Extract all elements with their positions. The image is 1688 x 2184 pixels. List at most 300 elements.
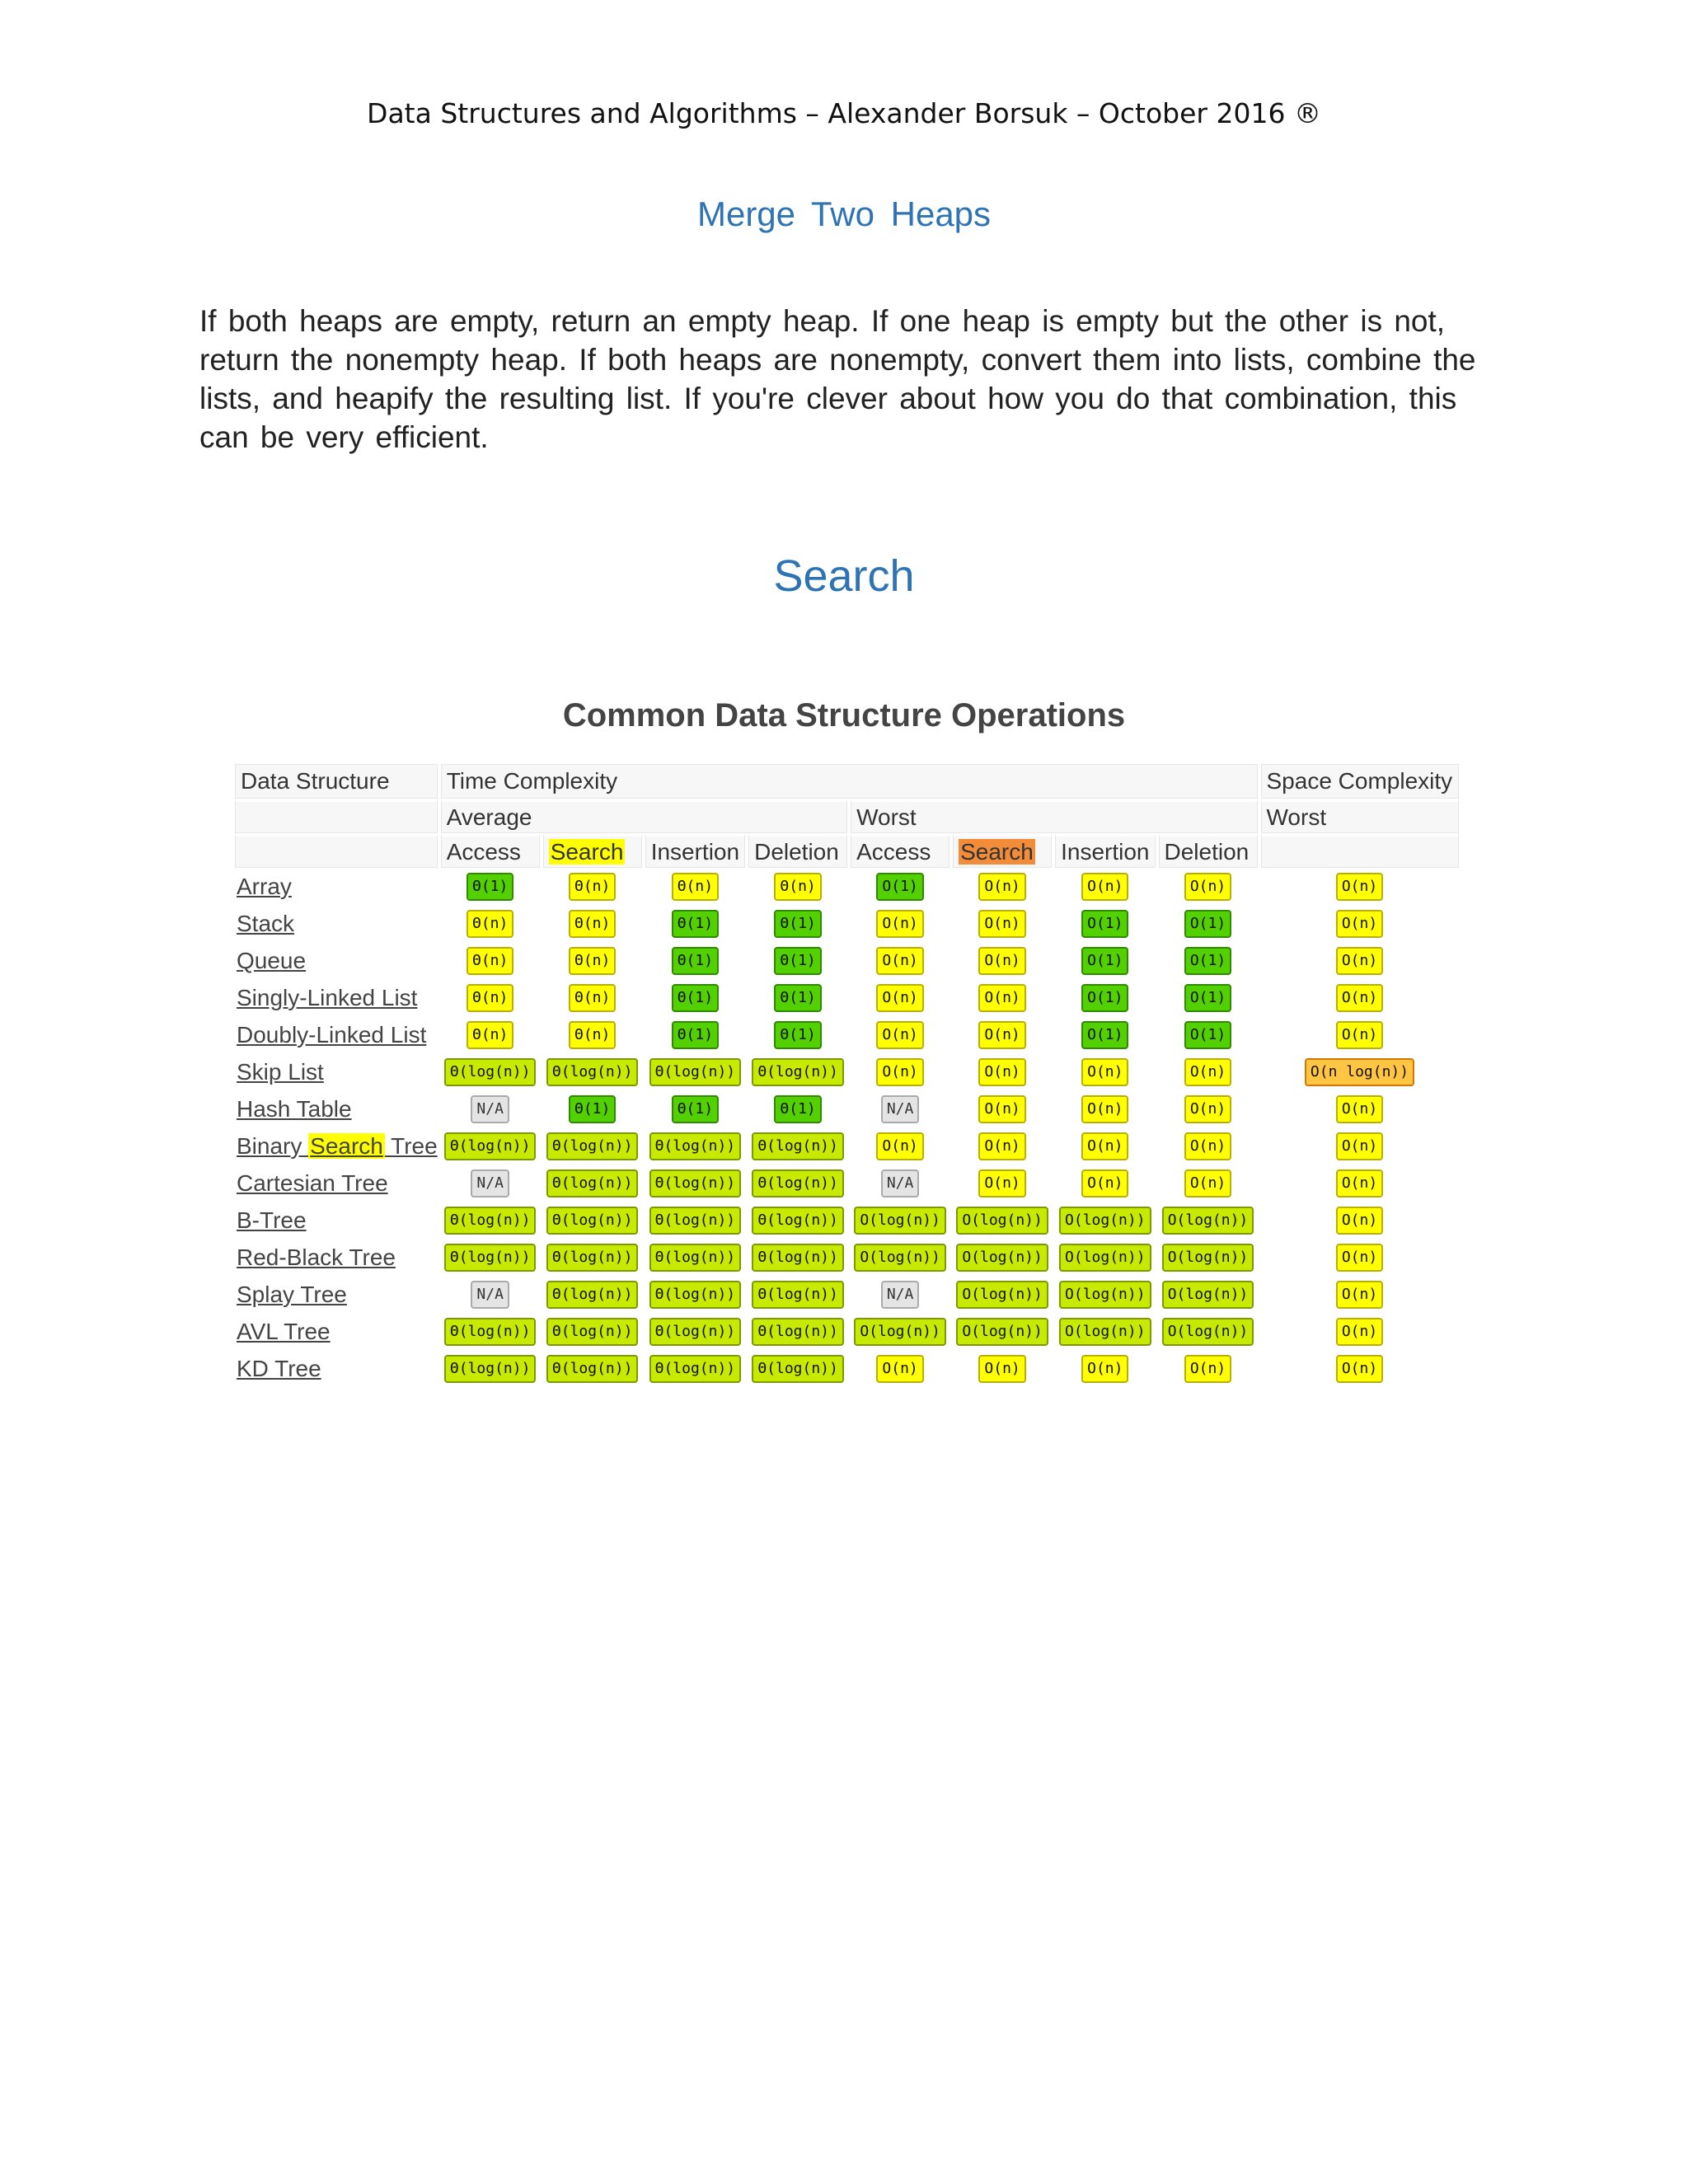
complexity-badge: Θ(log(n)) (546, 1355, 639, 1383)
complexity-badge: Θ(log(n)) (649, 1244, 742, 1272)
complexity-badge: O(n) (978, 1021, 1025, 1049)
complexity-cell (953, 942, 1052, 979)
complexity-cell (1261, 1127, 1459, 1165)
complexity-badge: Θ(log(n)) (649, 1132, 742, 1160)
complexity-badge: Θ(n) (569, 947, 616, 975)
col-time-complexity: Time Complexity (441, 764, 1258, 799)
complexity-badge: Θ(log(n)) (752, 1244, 844, 1272)
complexity-badge: Θ(log(n)) (649, 1355, 742, 1383)
complexity-cell (748, 868, 847, 905)
complexity-cell (1159, 1239, 1258, 1276)
complexity-cell (748, 1202, 847, 1239)
complexity-badge: O(n log(n)) (1305, 1058, 1414, 1086)
complexity-cell (645, 1239, 745, 1276)
complexity-badge: Θ(1) (672, 1021, 719, 1049)
complexity-cell (1159, 979, 1258, 1016)
complexity-badge: O(n) (978, 1132, 1025, 1160)
complexity-cell (851, 1276, 950, 1313)
complexity-badge: Θ(log(n)) (752, 1318, 844, 1346)
complexity-cell (543, 942, 642, 979)
op-worst-insertion: Insertion (1055, 833, 1155, 868)
complexity-badge: N/A (881, 1169, 920, 1197)
op-worst-search: Search (953, 833, 1052, 868)
table-row (235, 1276, 1459, 1313)
complexity-badge: Θ(n) (569, 984, 616, 1012)
complexity-badge: O(n) (1184, 1095, 1231, 1123)
op-avg-insertion: Insertion (645, 833, 745, 868)
complexity-cell (953, 979, 1052, 1016)
table-row (235, 1313, 1459, 1350)
search-highlight: Search (310, 1132, 383, 1159)
merge-heaps-paragraph: If both heaps are empty, return an empty heap. If one heap is empty but the other is not, return the nonempty heap. If both heaps are nonempty, convert them into lists, combine the lists, and heapify the resulting list. If you're clever about how you do that combination, this can be very efficient. (199, 304, 1476, 454)
complexity-cell (1261, 979, 1459, 1016)
complexity-cell (953, 1090, 1052, 1127)
complexity-cell (851, 1239, 950, 1276)
complexity-badge: Θ(log(n)) (752, 1355, 844, 1383)
complexity-cell (645, 1202, 745, 1239)
complexity-cell (1055, 1276, 1155, 1313)
complexity-cell (441, 1090, 540, 1127)
complexity-badge: O(n) (1336, 984, 1383, 1012)
complexity-cell (543, 1016, 642, 1053)
complexity-badge: Θ(log(n)) (649, 1281, 742, 1309)
complexity-cell (1159, 1350, 1258, 1387)
complexity-cell (441, 1350, 540, 1387)
complexity-badge: O(n) (978, 910, 1025, 938)
complexity-badge: O(n) (876, 984, 923, 1012)
complexity-cell (851, 868, 950, 905)
complexity-badge: Θ(log(n)) (546, 1318, 639, 1346)
op-worst-access: Access (851, 833, 950, 868)
complexity-badge: Θ(1) (774, 1095, 821, 1123)
complexity-cell (748, 1276, 847, 1313)
table-row (235, 1239, 1459, 1276)
complexity-cell (1159, 942, 1258, 979)
complexity-cell (953, 1016, 1052, 1053)
complexity-cell (1055, 979, 1155, 1016)
complexity-cell (1159, 1313, 1258, 1350)
complexity-cell (1159, 1016, 1258, 1053)
complexity-badge: O(n) (978, 947, 1025, 975)
complexity-badge: O(n) (1081, 1058, 1128, 1086)
complexity-cell (1261, 1090, 1459, 1127)
complexity-badge: O(n) (1184, 1169, 1231, 1197)
complexity-cell (543, 868, 642, 905)
header-row-2 (235, 799, 1459, 833)
complexity-badge: Θ(1) (774, 984, 821, 1012)
table-row (235, 979, 1459, 1016)
complexity-badge: Θ(log(n)) (546, 1281, 639, 1309)
complexity-badge: O(n) (978, 873, 1025, 901)
complexity-cell (645, 1276, 745, 1313)
table-row (235, 905, 1459, 942)
complexity-badge: Θ(n) (774, 873, 821, 901)
complexity-cell (1055, 1165, 1155, 1202)
complexity-badge: N/A (471, 1281, 509, 1309)
complexity-cell (645, 1350, 745, 1387)
complexity-badge: O(log(n)) (1162, 1281, 1254, 1309)
complexity-cell (748, 1313, 847, 1350)
complexity-badge: O(n) (876, 1021, 923, 1049)
complexity-badge: Θ(1) (774, 947, 821, 975)
complexity-cell (953, 905, 1052, 942)
complexity-cell (543, 979, 642, 1016)
complexity-badge: Θ(log(n)) (752, 1207, 844, 1235)
complexity-cell (953, 1276, 1052, 1313)
link-text: Binary (237, 1132, 309, 1159)
complexity-cell (1055, 942, 1155, 979)
complexity-badge: N/A (881, 1095, 920, 1123)
complexity-cell (645, 1090, 745, 1127)
complexity-cell (851, 1350, 950, 1387)
complexity-cell (441, 1127, 540, 1165)
complexity-cell (1261, 1053, 1459, 1090)
complexity-badge: O(n) (978, 1355, 1025, 1383)
complexity-badge: O(n) (1081, 873, 1128, 901)
complexity-cell (1159, 1090, 1258, 1127)
complexity-badge: O(log(n)) (956, 1318, 1048, 1346)
complexity-cell (441, 1202, 540, 1239)
col-average: Average (441, 799, 847, 833)
complexity-cell (1159, 868, 1258, 905)
complexity-cell (953, 1313, 1052, 1350)
complexity-cell (953, 1350, 1052, 1387)
complexity-cell (1055, 1202, 1155, 1239)
complexity-badge: O(1) (876, 873, 923, 901)
complexity-cell (748, 1127, 847, 1165)
complexity-cell (851, 1313, 950, 1350)
complexity-cell (441, 905, 540, 942)
data-structure-link[interactable]: AVL Tree (237, 1318, 331, 1344)
complexity-cell (441, 1239, 540, 1276)
complexity-badge: Θ(log(n)) (444, 1132, 537, 1160)
complexity-badge: O(log(n)) (1162, 1318, 1254, 1346)
complexity-cell (645, 979, 745, 1016)
complexity-cell (1159, 1165, 1258, 1202)
page-header: Data Structures and Algorithms – Alexander Borsuk – October 2016 ® (367, 97, 1321, 129)
complexity-cell (645, 1053, 745, 1090)
complexity-badge: O(n) (876, 910, 923, 938)
complexity-badge: O(log(n)) (1059, 1244, 1151, 1272)
complexity-badge: O(n) (1081, 1355, 1128, 1383)
complexity-cell (543, 1239, 642, 1276)
complexity-cell (953, 1239, 1052, 1276)
complexity-cell (1159, 1276, 1258, 1313)
complexity-badge: Θ(n) (672, 873, 719, 901)
complexity-cell (1055, 1239, 1155, 1276)
complexity-badge: Θ(log(n)) (649, 1318, 742, 1346)
merge-heaps-heading: Merge Two Heaps (696, 194, 992, 233)
complexity-badge: Θ(log(n)) (546, 1132, 639, 1160)
complexity-cell (543, 1276, 642, 1313)
complexity-cell (1261, 868, 1459, 905)
complexity-badge: O(n) (876, 1132, 923, 1160)
data-structure-link[interactable]: B-Tree (237, 1207, 307, 1233)
complexity-cell (543, 1202, 642, 1239)
complexity-badge: O(n) (1336, 1021, 1383, 1049)
complexity-badge: O(n) (1336, 947, 1383, 975)
complexity-cell (748, 1239, 847, 1276)
complexity-badge: Θ(1) (569, 1095, 616, 1123)
complexity-badge: N/A (471, 1095, 509, 1123)
complexity-badge: O(1) (1184, 984, 1231, 1012)
complexity-cell (543, 905, 642, 942)
table-row (235, 1016, 1459, 1053)
complexity-cell (441, 868, 540, 905)
complexity-badge: Θ(log(n)) (546, 1244, 639, 1272)
complexity-cell (441, 1053, 540, 1090)
complexity-cell (1261, 1016, 1459, 1053)
complexity-cell (1159, 1202, 1258, 1239)
complexity-cell (1261, 942, 1459, 979)
data-structure-link[interactable]: Singly-Linked List (237, 984, 418, 1010)
complexity-badge: Θ(log(n)) (752, 1169, 844, 1197)
complexity-badge: O(log(n)) (854, 1244, 946, 1272)
data-structure-link[interactable] (235, 1127, 438, 1165)
complexity-badge: O(n) (1184, 1355, 1231, 1383)
data-structure-link[interactable]: KD Tree (237, 1355, 321, 1381)
op-avg-search: Search (543, 833, 642, 868)
col-space-complexity: Space Complexity (1261, 764, 1459, 799)
complexity-badge: Θ(log(n)) (444, 1058, 537, 1086)
link-text: Tree (384, 1132, 438, 1159)
complexity-cell (1055, 905, 1155, 942)
complexity-cell (441, 1313, 540, 1350)
table-row (235, 942, 1459, 979)
col-data-structure: Data Structure (235, 764, 438, 799)
col-space-worst: Worst (1261, 799, 1459, 833)
complexity-badge: N/A (881, 1281, 920, 1309)
complexity-cell (1055, 1127, 1155, 1165)
complexity-table (232, 764, 1462, 1387)
complexity-badge: O(log(n)) (956, 1281, 1048, 1309)
complexity-cell (1261, 1313, 1459, 1350)
complexity-cell (543, 1127, 642, 1165)
complexity-badge: Θ(1) (467, 873, 513, 901)
complexity-badge: O(log(n)) (956, 1207, 1048, 1235)
complexity-badge: O(log(n)) (1162, 1244, 1254, 1272)
complexity-badge: O(n) (1336, 1281, 1383, 1309)
complexity-cell (851, 1090, 950, 1127)
data-structure-link[interactable]: Skip List (237, 1058, 324, 1085)
complexity-cell (1261, 1202, 1459, 1239)
empty-header-cell (1261, 833, 1459, 868)
complexity-badge: Θ(1) (672, 984, 719, 1012)
complexity-cell (748, 905, 847, 942)
op-avg-deletion: Deletion (748, 833, 847, 868)
table-body (235, 868, 1459, 1387)
complexity-cell (748, 1016, 847, 1053)
complexity-cell (953, 1127, 1052, 1165)
complexity-badge: O(n) (1184, 1058, 1231, 1086)
complexity-cell (851, 1202, 950, 1239)
complexity-cell (1055, 868, 1155, 905)
complexity-cell (1055, 1016, 1155, 1053)
col-worst: Worst (851, 799, 1257, 833)
complexity-badge: O(n) (1336, 1169, 1383, 1197)
complexity-badge: Θ(log(n)) (546, 1207, 639, 1235)
complexity-cell (851, 1127, 950, 1165)
complexity-cell (543, 1313, 642, 1350)
complexity-cell (645, 1165, 745, 1202)
complexity-badge: O(n) (1081, 1095, 1128, 1123)
complexity-badge: O(n) (1184, 1132, 1231, 1160)
complexity-badge: O(1) (1184, 1021, 1231, 1049)
complexity-cell (1261, 1239, 1459, 1276)
complexity-badge: O(n) (1081, 1169, 1128, 1197)
complexity-badge: O(n) (1336, 1132, 1383, 1160)
complexity-cell (543, 1053, 642, 1090)
complexity-badge: O(n) (978, 1058, 1025, 1086)
complexity-badge: O(1) (1081, 1021, 1128, 1049)
header-row-1 (235, 764, 1459, 799)
empty-header-cell (235, 799, 438, 833)
complexity-badge: O(log(n)) (854, 1207, 946, 1235)
complexity-badge: Θ(n) (569, 873, 616, 901)
complexity-badge: O(n) (1336, 1207, 1383, 1235)
complexity-badge: Θ(1) (774, 1021, 821, 1049)
complexity-badge: O(log(n)) (854, 1318, 946, 1346)
complexity-cell (1159, 1127, 1258, 1165)
complexity-cell (1261, 905, 1459, 942)
complexity-cell (1055, 1090, 1155, 1127)
complexity-cell (953, 1053, 1052, 1090)
data-structure-link[interactable]: Cartesian Tree (237, 1169, 388, 1196)
complexity-badge: O(n) (1081, 1132, 1128, 1160)
complexity-cell (748, 979, 847, 1016)
complexity-badge: O(n) (1336, 1318, 1383, 1346)
table-row (235, 1202, 1459, 1239)
complexity-badge: O(log(n)) (1162, 1207, 1254, 1235)
complexity-badge: Θ(log(n)) (649, 1058, 742, 1086)
complexity-badge: O(n) (876, 1058, 923, 1086)
complexity-cell (645, 1313, 745, 1350)
complexity-badge: Θ(log(n)) (649, 1169, 742, 1197)
complexity-cell (441, 979, 540, 1016)
complexity-cell (1159, 1053, 1258, 1090)
table-row (235, 1053, 1459, 1090)
complexity-cell (851, 1016, 950, 1053)
complexity-badge: Θ(log(n)) (752, 1058, 844, 1086)
complexity-badge: O(log(n)) (956, 1244, 1048, 1272)
complexity-cell (748, 1090, 847, 1127)
complexity-cell (543, 1165, 642, 1202)
complexity-badge: O(n) (978, 1095, 1025, 1123)
complexity-badge: O(1) (1081, 947, 1128, 975)
table-row (235, 1165, 1459, 1202)
complexity-badge: Θ(n) (467, 1021, 513, 1049)
complexity-cell (1055, 1053, 1155, 1090)
complexity-badge: Θ(log(n)) (444, 1244, 537, 1272)
complexity-badge: Θ(log(n)) (752, 1132, 844, 1160)
table-row (235, 1090, 1459, 1127)
complexity-cell (543, 1350, 642, 1387)
complexity-cell (851, 979, 950, 1016)
complexity-badge: Θ(1) (672, 947, 719, 975)
complexity-badge: O(log(n)) (1059, 1207, 1151, 1235)
complexity-cell (441, 1165, 540, 1202)
table-title: Common Data Structure Operations (562, 697, 1126, 733)
table-row (235, 1350, 1459, 1387)
complexity-cell (851, 942, 950, 979)
complexity-badge: Θ(n) (467, 910, 513, 938)
complexity-cell (748, 1053, 847, 1090)
complexity-cell (1261, 1350, 1459, 1387)
complexity-badge: Θ(1) (672, 910, 719, 938)
complexity-cell (748, 1350, 847, 1387)
empty-header-cell (235, 833, 438, 868)
complexity-badge: O(n) (1336, 1355, 1383, 1383)
complexity-badge: O(n) (1184, 873, 1231, 901)
complexity-cell (953, 1165, 1052, 1202)
complexity-cell (748, 942, 847, 979)
complexity-badge: Θ(log(n)) (444, 1207, 537, 1235)
table-row (235, 1127, 1459, 1165)
complexity-badge: O(log(n)) (1059, 1281, 1151, 1309)
complexity-badge: Θ(n) (467, 984, 513, 1012)
complexity-cell (441, 1276, 540, 1313)
table-row (235, 868, 1459, 905)
complexity-cell (1055, 1313, 1155, 1350)
complexity-cell (851, 905, 950, 942)
op-worst-deletion: Deletion (1159, 833, 1258, 868)
data-structure-link[interactable]: Stack (237, 910, 295, 936)
complexity-cell (441, 1016, 540, 1053)
complexity-cell (851, 1053, 950, 1090)
complexity-badge: O(n) (1336, 1095, 1383, 1123)
complexity-cell (645, 868, 745, 905)
complexity-badge: O(1) (1184, 910, 1231, 938)
data-structure-link[interactable]: Array (237, 873, 292, 899)
complexity-cell (748, 1165, 847, 1202)
data-structure-link[interactable]: Queue (237, 947, 307, 973)
complexity-badge: O(n) (876, 947, 923, 975)
complexity-badge: O(n) (978, 1169, 1025, 1197)
complexity-cell (645, 1127, 745, 1165)
complexity-badge: O(n) (978, 984, 1025, 1012)
complexity-badge: Θ(log(n)) (546, 1169, 639, 1197)
complexity-badge: O(n) (876, 1355, 923, 1383)
complexity-badge: O(n) (1336, 1244, 1383, 1272)
complexity-cell (645, 905, 745, 942)
data-structure-link[interactable]: Red-Black Tree (237, 1244, 396, 1270)
complexity-badge: Θ(log(n)) (444, 1355, 537, 1383)
complexity-badge: Θ(1) (774, 910, 821, 938)
complexity-badge: Θ(log(n)) (649, 1207, 742, 1235)
complexity-badge: O(log(n)) (1059, 1318, 1151, 1346)
complexity-cell (543, 1090, 642, 1127)
complexity-cell (1055, 1350, 1155, 1387)
complexity-cell (953, 868, 1052, 905)
complexity-cell (1261, 1165, 1459, 1202)
complexity-cell (645, 942, 745, 979)
complexity-badge: O(n) (1336, 910, 1383, 938)
complexity-badge: O(1) (1081, 910, 1128, 938)
search-heading: Search (773, 551, 915, 601)
complexity-badge: Θ(n) (467, 947, 513, 975)
data-structure-link[interactable]: Doubly-Linked List (237, 1021, 427, 1047)
data-structure-link[interactable]: Splay Tree (237, 1281, 347, 1307)
complexity-badge: N/A (471, 1169, 509, 1197)
complexity-cell (441, 942, 540, 979)
complexity-cell (1261, 1276, 1459, 1313)
complexity-cell (851, 1165, 950, 1202)
header-row-3 (235, 833, 1459, 868)
data-structure-link[interactable]: Hash Table (237, 1095, 352, 1122)
complexity-badge: Θ(log(n)) (444, 1318, 537, 1346)
complexity-badge: O(1) (1184, 947, 1231, 975)
complexity-badge: Θ(log(n)) (752, 1281, 844, 1309)
